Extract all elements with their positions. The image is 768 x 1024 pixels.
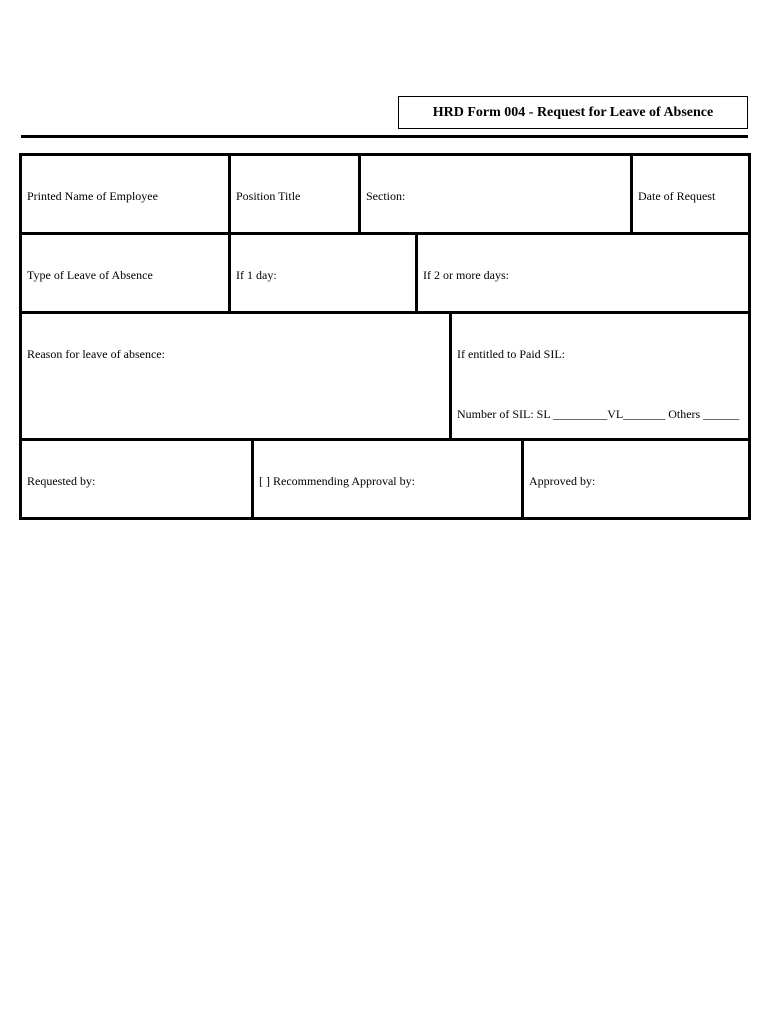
reason-label: Reason for leave of absence: xyxy=(27,347,165,361)
header-rule xyxy=(21,135,748,138)
date-of-request-label: Date of Request xyxy=(638,189,716,203)
number-of-sil-field[interactable]: Number of SIL: SL _________VL_______ Others ______ xyxy=(457,407,740,421)
printed-name-cell[interactable] xyxy=(19,153,231,235)
requested-by-label: Requested by: xyxy=(27,474,96,488)
date-of-request-cell[interactable] xyxy=(630,153,751,235)
one-day-label: If 1 day: xyxy=(236,268,277,282)
multi-day-cell xyxy=(415,232,751,314)
recommending-approval-cell xyxy=(251,438,524,520)
approved-by-label: Approved by: xyxy=(529,474,596,488)
leave-type-cell xyxy=(19,232,231,314)
section-label: Section: xyxy=(366,189,406,203)
requested-by-cell xyxy=(19,438,254,520)
position-title-cell[interactable] xyxy=(228,153,361,235)
form-title: HRD Form 004 - Request for Leave of Absence xyxy=(398,96,748,129)
reason-cell[interactable] xyxy=(19,311,452,441)
section-department-cell[interactable] xyxy=(358,153,633,235)
sil-cell xyxy=(449,311,751,441)
approved-by-cell xyxy=(521,438,751,520)
one-day-cell xyxy=(228,232,418,314)
multi-day-label: If 2 or more days: xyxy=(423,268,509,282)
sil-heading: If entitled to Paid SIL: xyxy=(457,347,565,361)
position-title-label: Position Title xyxy=(236,189,301,203)
recommending-approval-label[interactable]: [ ] Recommending Approval by: xyxy=(259,474,415,488)
leave-type-heading: Type of Leave of Absence xyxy=(27,268,153,282)
printed-name-label: Printed Name of Employee xyxy=(27,189,158,203)
